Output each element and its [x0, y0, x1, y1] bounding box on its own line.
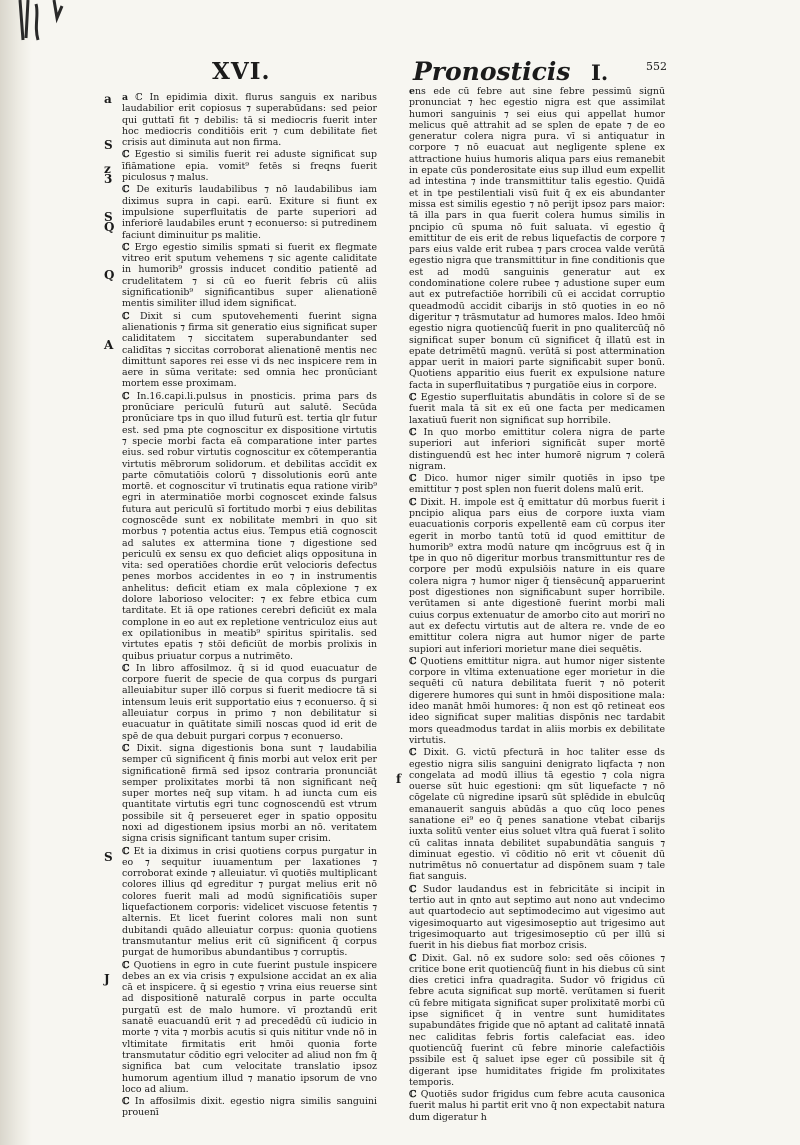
paragraph: ℂ Dixit si cum sputovehementi fuerint signa alienationis ⁊ firma sit generatio eius significat super caliditatem ⁊ siccitatem superabundanter sed calidītas ⁊ siccitas corroborat alienationē mentis nec dimittunt sapores rei esse vi ds nec inspicere rem in aere in sūma veritate: sed omnia hec pronūciant mortem esse proximam. [122, 310, 377, 390]
paragraph: ℂ In.16.capi.li.pulsus in pnosticis. prima pars ds pronūciare periculū futurū aut salutē. Secūda pronūciare tps in quo illud futurū est. tertia qlr futur est. sed pma pte cognoscitur ex dispositione virtutis ⁊ specie morbi facta eā comparatione inter partes eius. sed robur virtutis cognoscitur ex cōtemperantia virtutis mēbrorum solidorum. et debilitas accīdit ex parte cōmutatiōis colorū ⁊ dissolutionis eorū ante mortē. et cognoscitur vī trutinatis equa ratione virib⁹ egri in aterminatiōe morbi cognoscet exinde falsus futura aut periculū sī fortitudo morbi ⁊ eius debilitas cognoscēde sunt ex nobilitate membri in quo sit morbus ⁊ potentia actus eius. Tempus etiā cognoscit ad salutes ex attermina tione ⁊ digestione sed periculū ex sensu ex quo deficiet aliqs opposituna in vita: sed operatiōes chordie erūt velocioris defectus penes morbos accidentes in eo ⁊ in instrumentis anhelitus: deficit etiam ex mala cōplexione ⁊ ex dolore laborioso velociter: ⁊ ex febre etbica cum tarditate. Et iā ope rationes cerebri deficiūt ex mala complone in eo aut ex repletione ventriculoz eius aut ex opilationibus in meatib⁹ spiritus spiritalis. sed virtutes epatis ⁊ stōi deficiūt de morbis prolixis in quibus priuatur corpus a nutrimēto. [122, 390, 377, 662]
marginal-letter: Q [104, 220, 115, 234]
binding-shadow [0, 0, 32, 1145]
paragraph: ℂ Dixit. signa digestionis bona sunt ⁊ laudabilia semper cū significent q̄ finis morbi aut velox erit per significationē firmā sed ipsoz contraria pronunciāt semper prolixitates morbi tā non significant neq̄ super mortes neq̄ sup vitam. h ad iuncta cum eis quantitate virtutis egri tunc cognoscendū est vtrum possibile sit q̄ perseueret eger in spatio oppositu noxi ad digestionem ipsius morbi an nō. veritatem signa crisis significant tantum super crisim. [122, 742, 377, 845]
paragraph: ℂ De exiturīs laudabilibus ⁊ nō laudabilibus iam diximus supra in capi. earū. Exiture si fiunt ex impulsione superfluitatis de parte superiori ad inferiorē laudabiles erunt ⁊ econuerso: si putredinem faciunt diminuitur ps malitie. [122, 184, 377, 241]
marginal-letter: a [104, 92, 112, 106]
paragraph: ens ede cū febre aut sine febre pessimū signū pronunciat ⁊ hec egestio nigra est que assimilat humori sanguinis ⁊ sei eius qui appellat humor melicus quē attrahit ad se splen de epate ⁊ de eo generatur colera nigra pura. vī si antiquatur in corpore ⁊ nō euacuat aut negligente splene ex attractione huius humoris aliqua pars eius remanebit in epate cūs ponderositate eius sup illud eum expellit ad intestina ⁊ inde transmittitur talis egestio. Quidā et in tpe pestilentiali visū fuit q̄ ex eis abundanter missa est similis egestio ⁊ nō perijt ipsoz pars maior: tā illa pars in qua fuerit colera humus similis in pncipio cū spuma nō fuit saluata. vī egestio q̄ emittitur de eis erit de rebus liquefactis de corpore ⁊ pars eius valde erit rubea ⁊ pars crocea valde verūtā egestio nigra que transmittitur in fine conditionis que est ad modū sanguinis generatur aut ex condominatione colere rubee ⁊ adustione super eum aut ex putrefactiōe horribili cū ei accidat corruptio queadmodū accidit cibarijs in stō quoties in eo nō digeritur ⁊ trāsmutatur ad humores malos. Ideo hmōi egestio nigra quotiencūq̄ fuerit in pno qualitercūq̄ nō significat super bonum cū significet q̄ illatū est in epate detrimētū magnū. verūtā si post attermination appar uerit in maiori parte significabit super bonū. Quotiens apparitio eius fuerit ex expulsione nature facta in superfluitatibus ⁊ purgatiōe eius in corpore. [409, 86, 665, 391]
book-number: I. [591, 60, 609, 85]
paragraph: ℂ Egestio si similis fuerit rei aduste significat sup īfiāmatione epia. vomit⁹ fetēs si freqns fuerit piculosus ⁊ malus. [122, 149, 377, 184]
paragraph: a ℂ In epidimia dixit. flurus sanguis ex naribus laudabilior erit copiosus ⁊ superabūdans: sed peior qui guttatī fit ⁊ debilis: tā si mediocris fuerit inter hoc mediocris conditiōis erit ⁊ cum debilitate fiet crisis aut diminuta aut non firma. [122, 92, 377, 149]
paragraph: ℂ Ergo egestio similis spmati si fuerit ex flegmate vitreo erit sputum vehemens ⁊ sic agente caliditate in humorib⁹ grossis inducet conditio patientē ad crudelitatem ⁊ si cū eo fuerit febris cū aliis significationib⁹ significantibus super alienationē mentis similiter illud idem significat. [122, 241, 377, 310]
paragraph: ℂ Dixit. Gal. nō ex sudore solo: sed oēs cōiones ⁊ critice bone erit quotiencūq̄ fiunt in his diebus cū sint dies cretici infra quadragita. Sudor vō frigidus cū febre acuta significat sup mortē. verūtamen si fuerit cū febre mitigata significat super prolixitatē morbi cū ipse significet q̄ in ventre sunt humiditates supabundātes frigide que nō aptant ad calitatē innatā nec caliditas febris fortis calefaciat eas. ideo quotiencūq̄ fuerint cū febre minorie calefactiōis pssibile est q̄ saluet ipse eger cū possibile sit q̄ digerant ipse humiditates frigide fm prolixitates temporis. [409, 952, 665, 1088]
marginal-letter: J [104, 972, 110, 986]
binding-ink-mark [14, 0, 69, 42]
marginal-letter: S [104, 850, 113, 864]
paragraph: ℂ Sudor laudandus est in febricitāte si incipit in tertio aut in qnto aut septimo aut nono aut vndecimo aut quartodecio aut septimodecimo aut vigesimo aut vigesimoquarto aut vigesimoseptio aut trigesimo aut trigesimoquarto aut trigesimoseptio cū per illū si fuerit in his diebus fiat morboz crisis. [409, 883, 665, 952]
marginal-letter: A [104, 338, 114, 352]
chapter-number: XVI. [212, 58, 271, 85]
paragraph: ℂ Dico. humor niger similr quotiēs in ipso tpe emittitur ⁊ post splen non fuerit dolens malū erit. [409, 473, 665, 496]
paragraph: ℂ In affosilmis dixit. egestio nigra similis sanguini prouenī [122, 1096, 377, 1119]
paragraph: ℂ In libro affosilmoz. q̄ si id quod euacuatur de corpore fuerit de specie de qua corpus ds purgari alleuiabitur super illō corpus si fuerit mediocre tā si intensum leuis erit supportatio eius ⁊ econuerso. q̄ si alleuiatur corpus in primo ⁊ non debilitatur si euacuatur in quātitate similī noscas quod id erit de spē de qua debuit purgari corpus ⁊ econuerso. [122, 662, 377, 742]
paragraph: ℂ Et ia diximus in crisi quotiens corpus purgatur in eo ⁊ sequitur iuuamentum per laxationes ⁊ corroborat exinde ⁊ alleuiatur. vī quotiēs multiplicant colores illius qd egreditur ⁊ purgat melius erit nō colores fuerit mali ad modū significatiōis super liquefactionem corporis: videlicet viscuose fetentis ⁊ alternis. Et licet fuerint colores mali non sunt dubitandi quādo alleuiatur corpus: quonia quotiens transmutantur melius erit cū significent q̄ corpus purgat de humoribus abundantibus ⁊ corruptis. [122, 845, 377, 959]
marginal-letter: S [104, 138, 113, 152]
left-column [122, 92, 377, 1119]
running-title: Pronosticis [413, 57, 571, 86]
marginal-letter: z [104, 162, 111, 176]
marginal-letter: S [104, 210, 113, 224]
marginal-letter: f [396, 772, 402, 786]
paragraph: ℂ Quotiens in egro in cute fuerint pustule inspicere debes an ex via crisis ⁊ expulsione accidat an ex alia cā et inspicere. q̄ si egestio ⁊ vrina eius reuerse sint ad dispositionē naturalē corpus in parte occulta purgatū est de malo humore. vī proztandū erit sanatē euacuandū erit ⁊ ad precedēdū cū iudicio in morte ⁊ vita ⁊ morbis acutis si quis nititur vnde nō in vltimitate firmitatis erit hmōi quonia forte transmutatur cōditio egri velociter ad aliud non fm q̄ significa bat cum velocitate translatio ipsoz humorum agentium illud ⁊ manatio ipsorum de vno loco ad alium. [122, 959, 377, 1095]
paragraph: ℂ Quotiens emittitur nigra. aut humor niger sistente corpore in vltima extenuatione eger morietur in die sequēti cū natura debilitata fuerit ⁊ nō poterit digerere humores qui sunt in hmōi dispositione mala: ideo manāt hmōi humores: q̄ non est qō retineat eos ideo significat super malitias dispōnis nec tardabit mors queadmodus tardat in aliis morbis ex debilitate virtutis. [409, 655, 665, 746]
marginal-letter: Q [104, 268, 115, 282]
right-column [409, 86, 665, 1123]
paragraph: ℂ Dixit. G. victū pfecturā in hoc taliter esse ds egestio nigra silis sanguini denigrato liqfacta ⁊ non congelata ad modū illius tā egestio ⁊ cola nigra ouerse sūt huic egestioni: qm sūt liquefacte ⁊ nō cōgelate cū nigredine ipsarū sūt splēdide in ebulcūq emanauerit sanguis abūdās a quo cūq loco penes sanatione ei⁹ eo q̄ penes sanatione vtebat cibarijs iuxta solitū venter eius soluet vltra quā fuerat ī solito cū calitas innata debilitet supabundātia sanguis ⁊ diminuat egestio. vī cōditio nō erit vt cōuenit dū nutrimētus nō conuertatur ad dispōnem suam ⁊ tale fiat sanguis. [409, 747, 665, 883]
folio-number: 552 [646, 60, 667, 73]
marginal-letter: 3 [104, 172, 113, 186]
paragraph: ℂ Dixit. H. impole est q̄ emittatur dū morbus fuerit i pncipio aliqua pars eius de corpore iuxta viam euacuationis corporis expellentē eam cū corpus iter egerit in morbo tantū totū id quod emittitur de humorib⁹ extra modū nature qm incōgruus est q̄ in tpe in quo nō digeritur morbus transmittuntur res de corpore per modū expulsiōis nature in eis quare colera nigra ⁊ humor niger q̄ tiensēcunq̄ apparuerint post digestiones non significabunt super horribile. verūtamen si ante digestionē fuerint morbi mali cuius corpus extenuatur de amorbo cito aut morirī no aut ex defectu virtutis aut de altera re. vnde de eo emittitur colera nigra aut humor niger de parte supiori aut inferiori morietur mane diei sequētis. [409, 496, 665, 655]
paragraph: ℂ In quo morbo emittitur colera nigra de parte superiori aut inferiori significāt super mortē distinguendū est hec inter humorē nigrum ⁊ colerā nigram. [409, 426, 665, 472]
paragraph: ℂ Egestio superfluitatis abundātis in colore sī de se fuerit mala tā sit ex eū one facta per medicamen laxatiuū fuerit non significat sup horribile. [409, 392, 665, 426]
paragraph: ℂ Quotiēs sudor frigidus cum febre acuta causonica fuerit malus hi partit erit vno q̄ non expectabit natura dum digeratur h [409, 1089, 665, 1123]
